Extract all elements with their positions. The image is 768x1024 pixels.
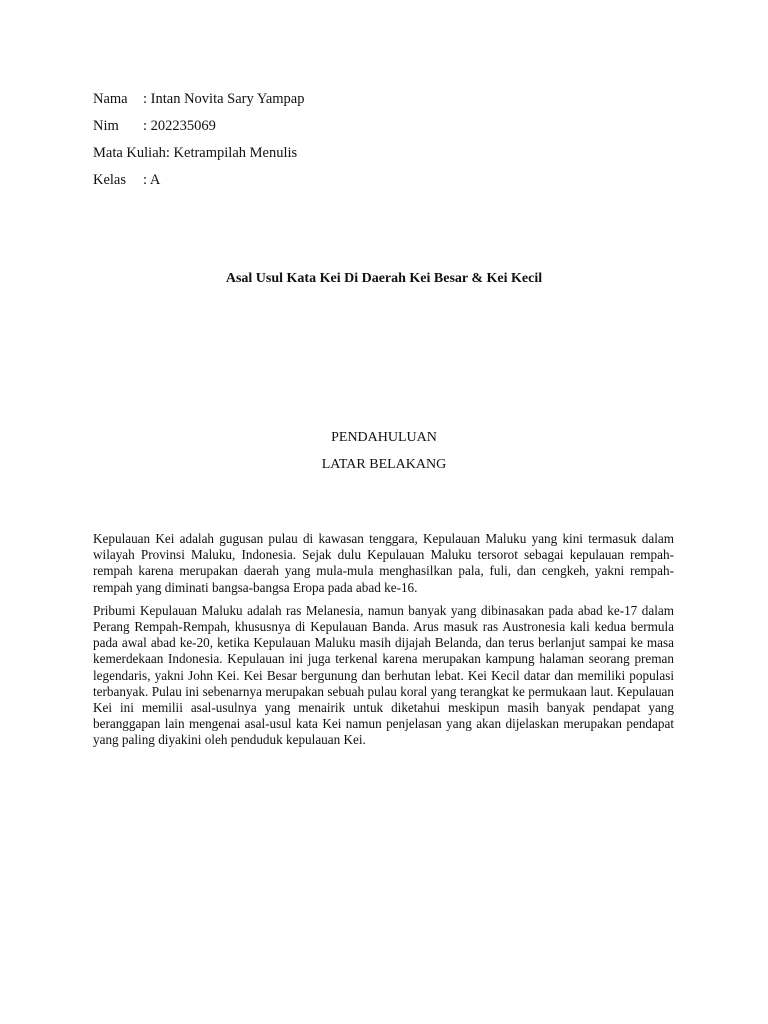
identity-label: Mata Kuliah: [93,145,170,161]
identity-value: : A [143,172,161,188]
paragraph: Kepulauan Kei adalah gugusan pulau di kawasan tenggara, Kepulauan Maluku yang kini termasuk dalam wilayah Provinsi Maluku, Indonesia. Sejak dulu Kepulauan Maluku tersorot sebagai kepulauan rempah-rempah karena merupakan daerah yang mula-mula menghasilkan pala, fuli, dan cengkeh, yakni rempah-rempah yang diminati bangsa-bangsa Eropa pada abad ke-16. [93,531,674,595]
section-subheading: LATAR BELAKANG [321,457,447,472]
identity-value: Ketrampilah Menulis [169,145,298,161]
identity-value: : 202235069 [143,118,216,134]
identity-row-class [93,167,305,194]
identity-row-course [93,140,305,167]
identity-label: Nama [93,91,128,107]
identity-row-name [93,86,305,113]
student-identity-block [93,86,305,194]
body-text [93,531,674,756]
identity-label: Nim [93,118,119,134]
document-title: Asal Usul Kata Kei Di Daerah Kei Besar & Kei Kecil [225,271,543,286]
identity-value: : Intan Novita Sary Yampap [143,91,305,107]
paragraph: Pribumi Kepulauan Maluku adalah ras Melanesia, namun banyak yang dibinasakan pada abad ke-17 dalam Perang Rempah-Rempah, khususnya di Kepulauan Banda. Arus masuk ras Austronesia kali kedua bermula pada awal abad ke-20, ketika Kepulauan Maluku masih dijajah Belanda, dan terus berlanjut sampai ke masa kemerdekaan Indonesia. Kepulauan ini juga terkenal karena merupakan kampung halaman seorang preman legendaris, yakni John Kei. Kei Besar bergunung dan berhutan lebat. Kei Kecil datar dan memiliki populasi terbanyak. Pulau ini sebenarnya merupakan sebuah pulau koral yang terangkat ke permukaan laut. Kepulauan Kei ini memilii asal-usulnya yang menairik untuk diketahui meskipun masih banyak pendapat yang beranggapan lain mengenai asal-usul kata Kei namun penjelasan yang akan dijelaskan merupakan pendapat yang paling diyakini oleh penduduk kepulauan Kei. [93,602,674,748]
section-heading: PENDAHULUAN [331,430,437,445]
identity-label: Kelas [93,172,127,188]
identity-row-nim [93,113,305,140]
